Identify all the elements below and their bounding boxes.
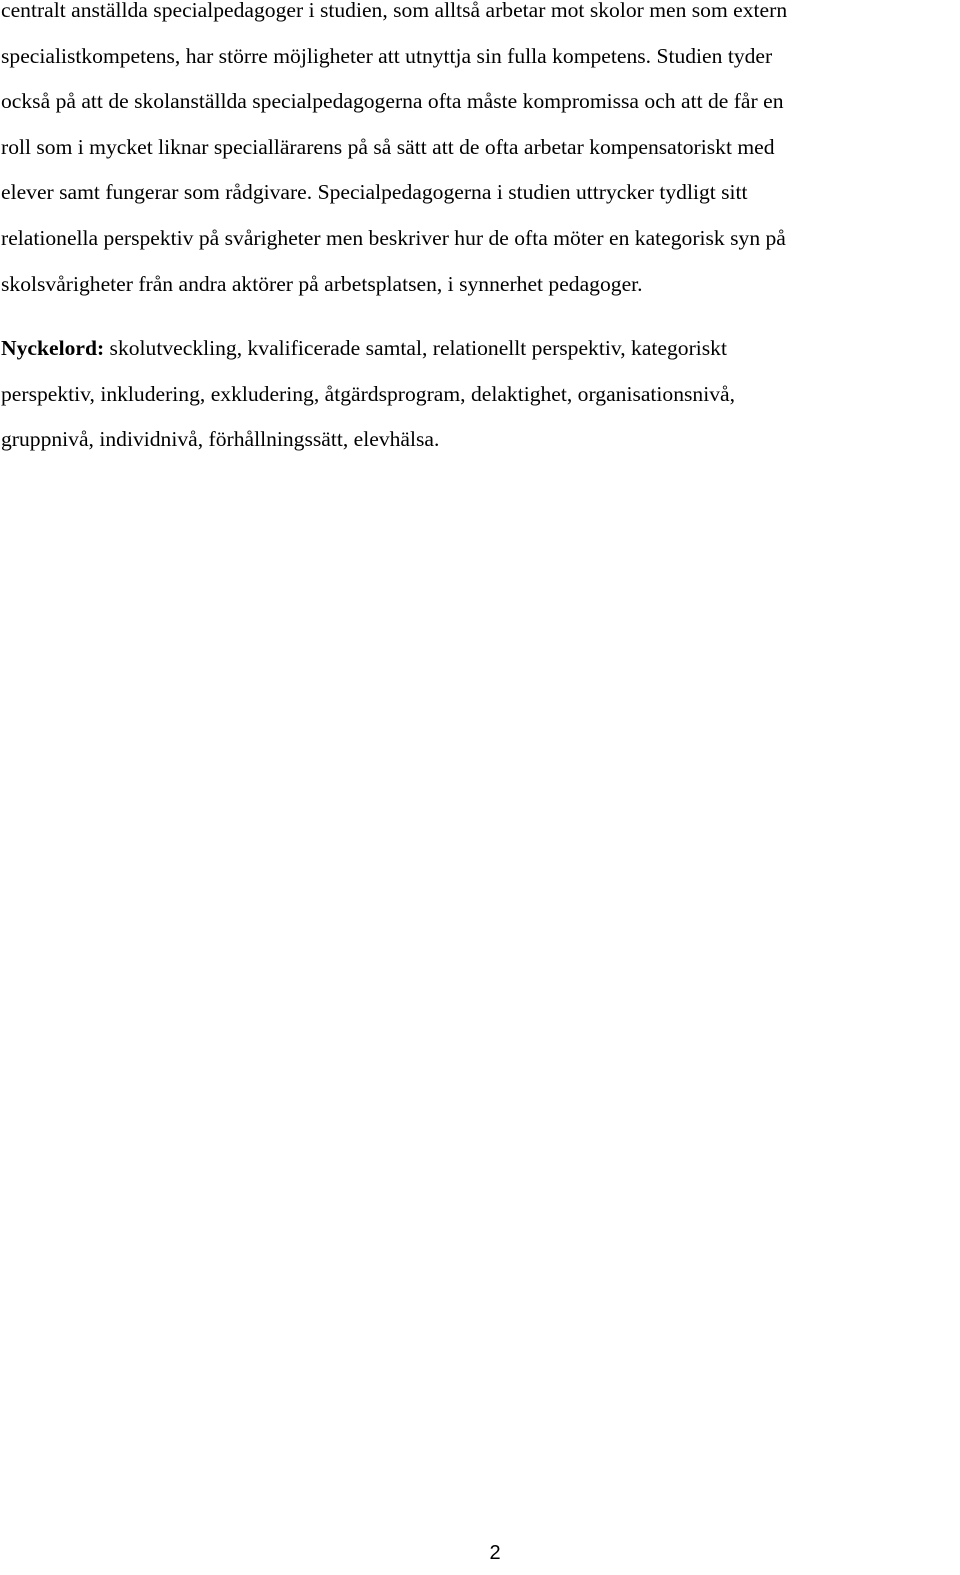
paragraph-line: roll som i mycket liknar speciallärarens på så sätt att de ofta arbetar kompensatoriskt med — [1, 134, 775, 159]
keywords-text: skolutveckling, kvalificerade samtal, relationellt perspektiv, kategoriskt — [104, 336, 727, 360]
paragraph-line: centralt anställda specialpedagoger i studien, som alltså arbetar mot skolor men som extern — [1, 0, 788, 22]
paragraph-line: också på att de skolanställda specialpedagogerna ofta måste kompromissa och att de får en — [1, 89, 784, 114]
paragraph-line: elever samt fungerar som rådgivare. Specialpedagogerna i studien uttrycker tydligt sitt — [1, 180, 748, 205]
paragraph-line: skolsvårigheter från andra aktörer på arbetsplatsen, i synnerhet pedagoger. — [1, 271, 643, 296]
keywords-paragraph — [1, 326, 959, 463]
keywords-line — [1, 326, 959, 372]
keywords-label: Nyckelord: — [1, 336, 105, 360]
paragraph-line: relationella perspektiv på svårigheter men beskriver hur de ofta möter en kategorisk syn på — [1, 225, 786, 250]
abstract-paragraph — [1, 0, 959, 307]
page-number: 2 — [489, 1542, 501, 1564]
paragraph-line: specialistkompetens, har större möjligheter att utnyttja sin fulla kompetens. Studien tyder — [1, 43, 773, 68]
keywords-line: gruppnivå, individnivå, förhållningssätt, elevhälsa. — [1, 427, 440, 452]
keywords-line: perspektiv, inkludering, exkludering, åtgärdsprogram, delaktighet, organisationsnivå, — [1, 381, 736, 406]
